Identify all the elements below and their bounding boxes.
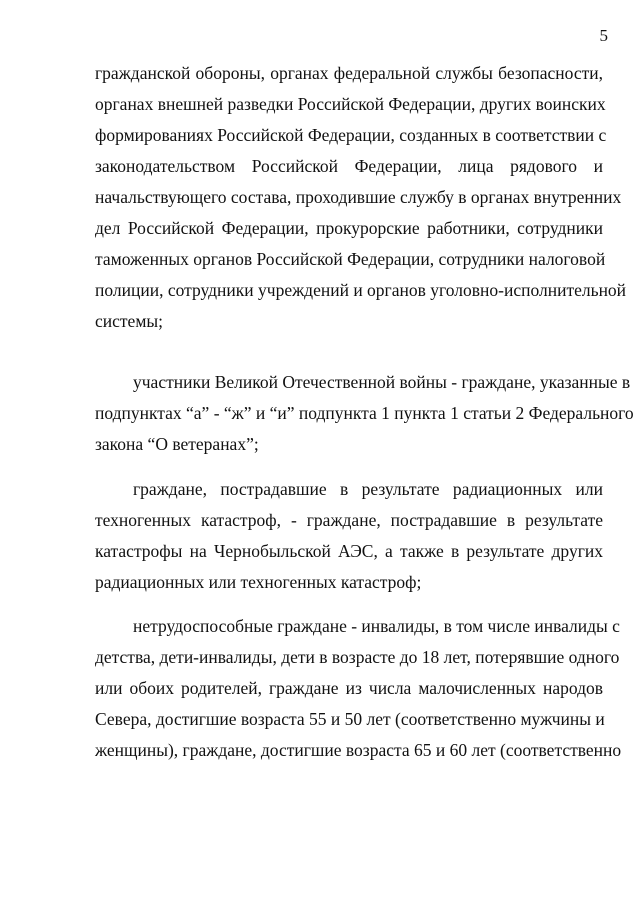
paragraph-war-participants — [95, 367, 634, 460]
paragraph-continuation — [95, 58, 627, 337]
text-line: системы; — [95, 311, 164, 331]
text-line: или обоих родителей, граждане из числа малочисленных народов — [95, 678, 603, 698]
text-line: нетрудоспособные граждане - инвалиды, в том числе инвалиды с — [133, 616, 620, 636]
text-line: техногенных катастроф, - граждане, пострадавшие в результате — [95, 510, 603, 530]
text-line: граждане, пострадавшие в результате радиационных или — [133, 479, 603, 499]
text-line: участники Великой Отечественной войны - граждане, указанные в — [133, 372, 631, 392]
text-line: Севера, достигшие возраста 55 и 50 лет (соответственно мужчины и — [95, 709, 605, 729]
text-line: органах внешней разведки Российской Федерации, других воинских — [95, 94, 606, 114]
text-line: катастрофы на Чернобыльской АЭС, а также в результате других — [95, 541, 603, 561]
text-line: закона “О ветеранах”; — [95, 434, 259, 454]
text-line: законодательством Российской Федерации, лица рядового и — [95, 156, 603, 176]
text-line: радиационных или техногенных катастроф; — [95, 572, 422, 592]
text-line: детства, дети-инвалиды, дети в возрасте до 18 лет, потерявшие одного — [95, 647, 620, 667]
paragraph-radiation-victims — [95, 474, 603, 598]
text-line: формированиях Российской Федерации, созданных в соответствии с — [95, 125, 607, 145]
text-line: гражданской обороны, органах федеральной службы безопасности, — [95, 63, 603, 83]
text-line: дел Российской Федерации, прокурорские работники, сотрудники — [95, 218, 603, 238]
text-line: полиции, сотрудники учреждений и органов уголовно-исполнительной — [95, 280, 627, 300]
text-line: женщины), граждане, достигшие возраста 65 и 60 лет (соответственно — [95, 740, 622, 760]
text-line: начальствующего состава, проходившие службу в органах внутренних — [95, 187, 622, 207]
page-number: 5 — [599, 26, 608, 45]
text-line: таможенных органов Российской Федерации, сотрудники налоговой — [95, 249, 606, 269]
text-line: подпунктах “а” - “ж” и “и” подпункта 1 пункта 1 статьи 2 Федерального — [95, 403, 634, 423]
paragraph-disabled-citizens — [95, 611, 622, 766]
